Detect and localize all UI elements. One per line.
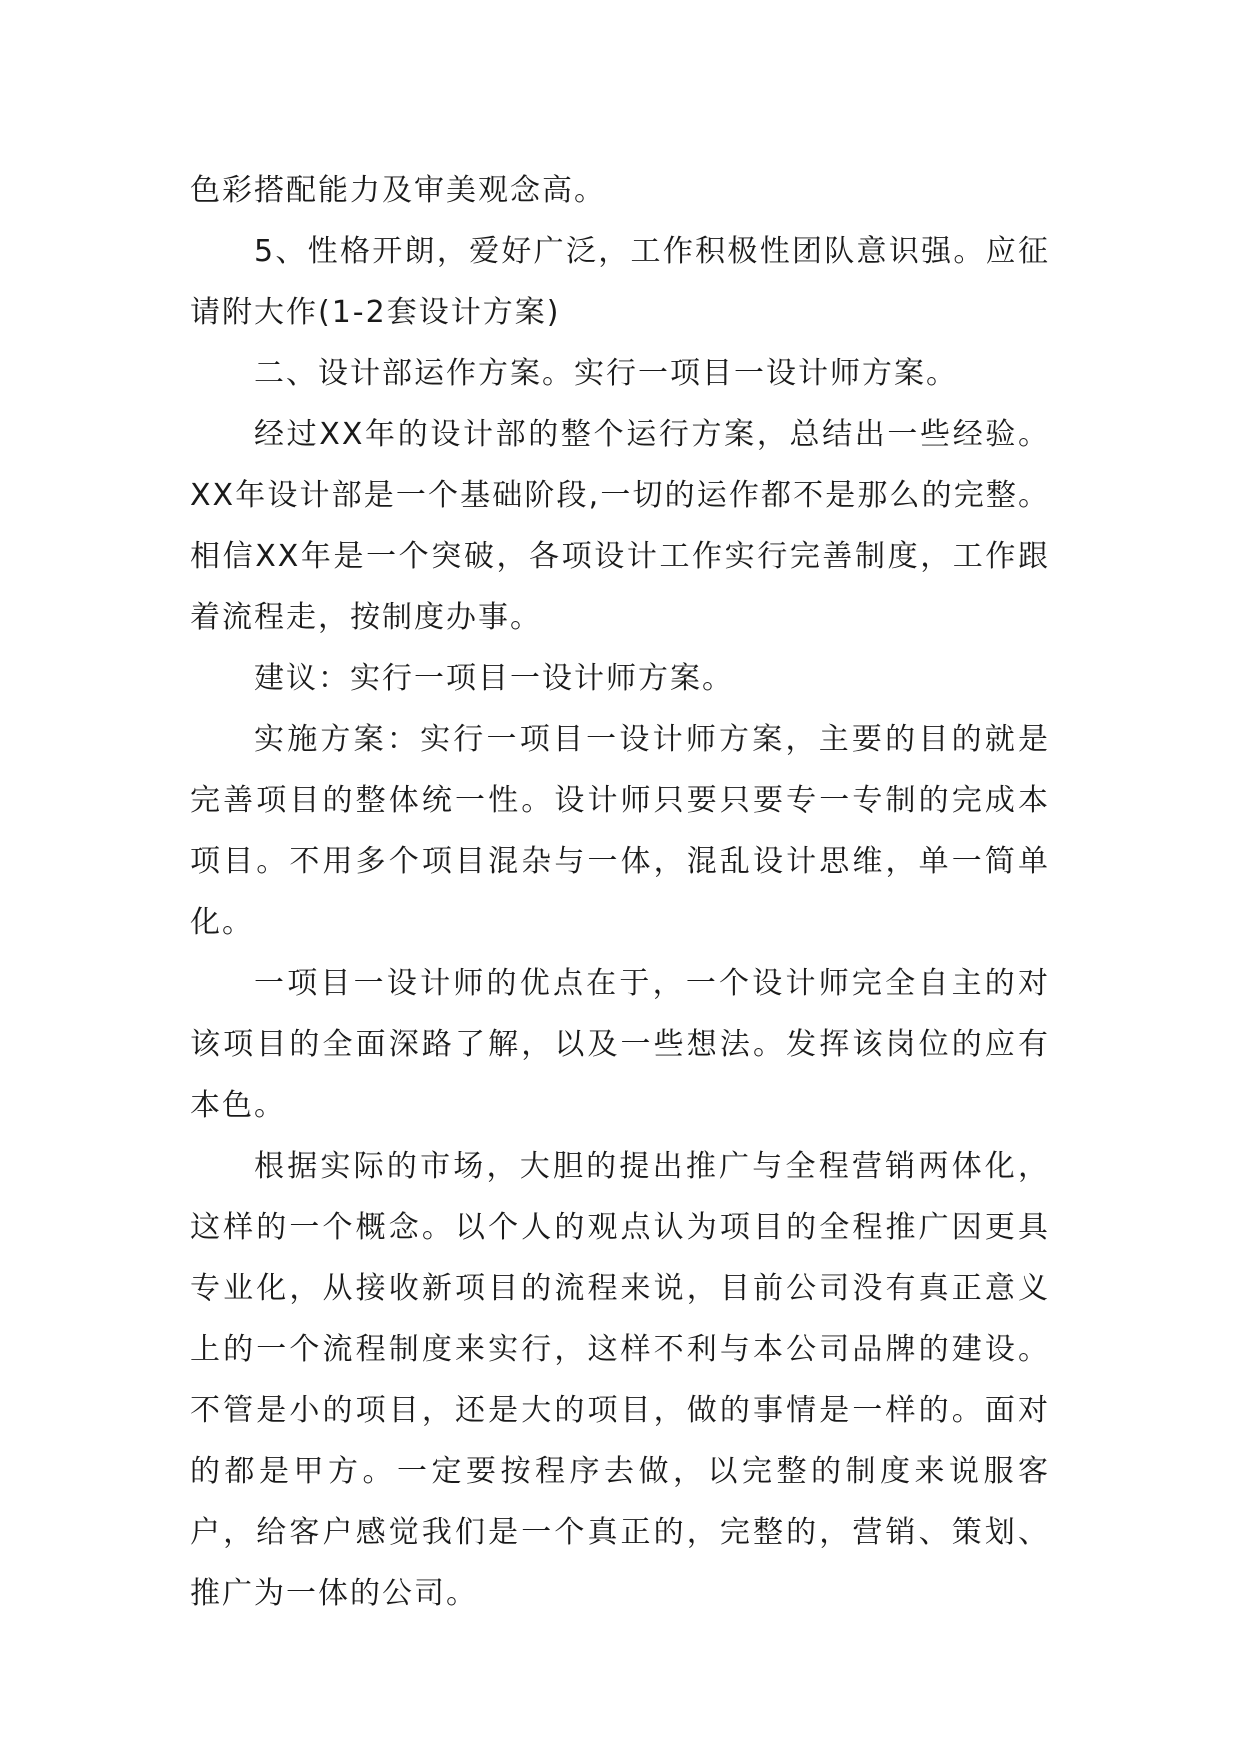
paragraph-3: 二、设计部运作方案。实行一项目一设计师方案。 [254,356,958,391]
paragraph-2: 5、性格开朗，爱好广泛，工作积极性团队意识强。应征请附大作(1-2套设计方案) [190,234,1050,330]
paragraph-8: 根据实际的市场，大胆的提出推广与全程营销两体化，这样的一个概念。以个人的观点认为项目的全程推广因更具专业化，从接收新项目的流程来说，目前公司没有真正意义上的一个流程制度来实行，这样不利与本公司品牌的建设。不管是小的项目，还是大的项目，做的事情是一样的。面对的都是甲方。一定要按程序去做，以完整的制度来说服客户，给客户感觉我们是一个真正的，完整的，营销、策划、推广为一体的公司。 [190,1149,1050,1611]
paragraph-6: 实施方案：实行一项目一设计师方案，主要的目的就是完善项目的整体统一性。设计师只要只要专一专制的完成本项目。不用多个项目混杂与一体，混乱设计思维，单一简单化。 [190,722,1050,940]
paragraph-7: 一项目一设计师的优点在于，一个设计师完全自主的对该项目的全面深路了解，以及一些想法。发挥该岗位的应有本色。 [190,966,1050,1123]
document-body [190,160,1050,1624]
paragraph-1: 色彩搭配能力及审美观念高。 [190,173,606,208]
paragraph-5: 建议：实行一项目一设计师方案。 [254,661,734,696]
paragraph-4: 经过XX年的设计部的整个运行方案，总结出一些经验。XX年设计部是一个基础阶段,一切的运作都不是那么的完整。相信XX年是一个突破，各项设计工作实行完善制度，工作跟着流程走，按制度办事。 [190,417,1050,635]
